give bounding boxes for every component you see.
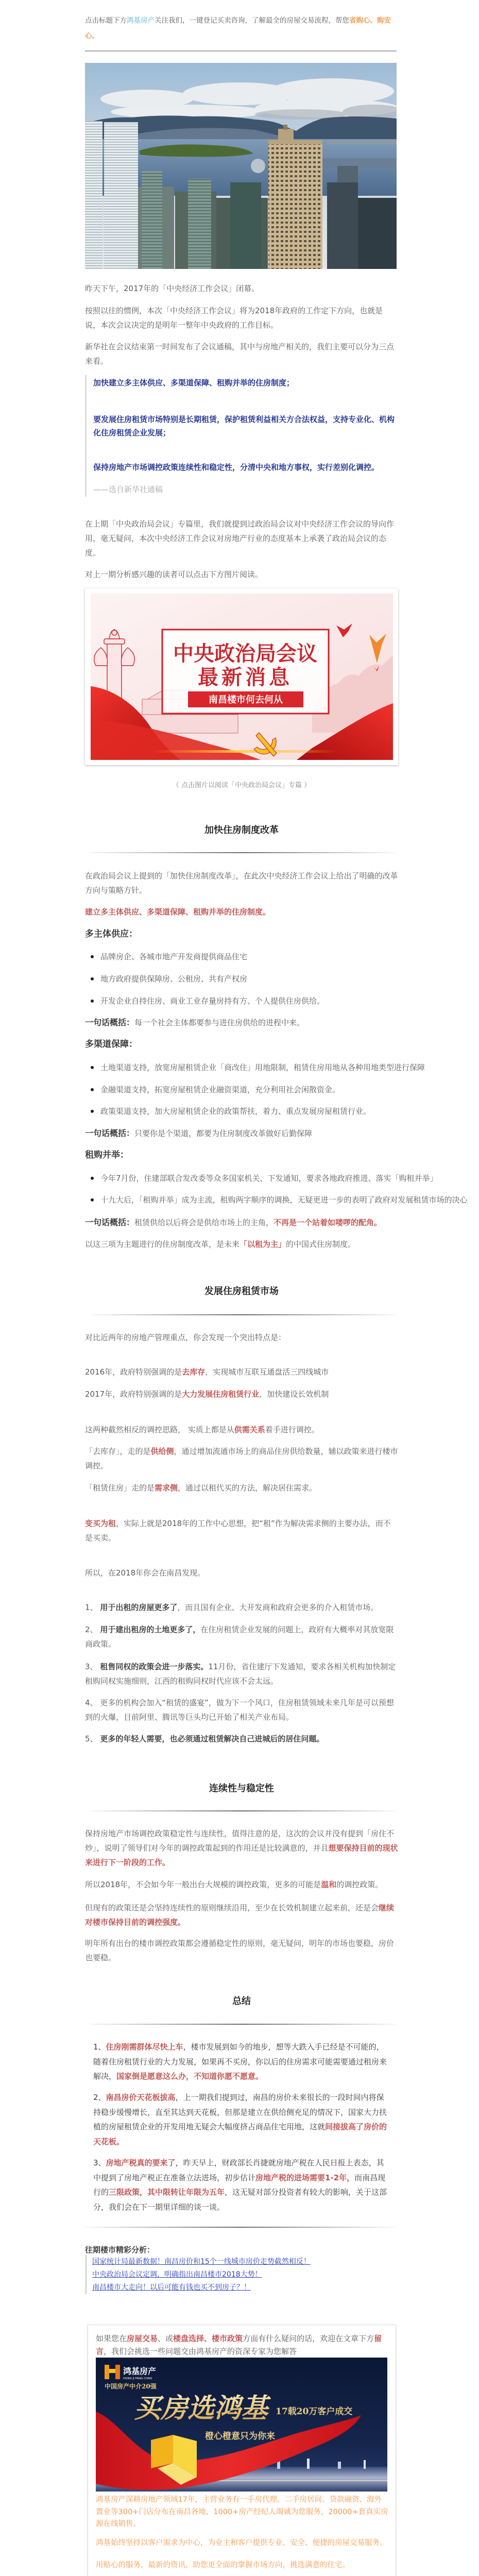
summary-item xyxy=(93,2090,388,2149)
subheading: 租购并举： xyxy=(85,1150,129,1160)
text-segment: 「去库存」，走的是 xyxy=(85,1447,151,1456)
glass-towers-left xyxy=(85,121,138,269)
promo-tagline: 橙心橙意只为你来 xyxy=(205,2431,275,2442)
section-heading: 总结 xyxy=(232,1996,251,2007)
section-paragraph xyxy=(85,1237,398,1251)
section-divider xyxy=(90,852,395,853)
emphasis-label: 一句话概括： xyxy=(85,1018,135,1027)
related-article-link[interactable]: 国家统计局最新数据！南昌房价和15个一线城市房价走势截然相反！ xyxy=(92,2258,311,2266)
numbered-outlook-item xyxy=(85,1696,398,1724)
quote-item: 加快建立多主体供应、多渠道保障、租购并举的住房制度； xyxy=(93,378,295,387)
emphasis-bold: 用于出租的房屋更多了 xyxy=(100,1603,178,1612)
text-segment: 但现有的政策还是会坚持连续性的原则继续沿用，至少在长效机制建立起来前，还是会 xyxy=(85,1903,379,1912)
promo-slogan: 买房选鸿基 xyxy=(134,2393,268,2424)
section-paragraph xyxy=(85,1516,398,1545)
company-about: 鸿基房产深耕房地产领域17年，主营业务有一手房代理、二手房居间、贷款融资、海外置业等300+门店分布在南昌各地，1000+房产经纪人竭诚为您服务，20000+套真实房源在线销售。 xyxy=(96,2496,388,2528)
article-end-divider xyxy=(85,2227,395,2228)
text-segment: 、或 xyxy=(158,2334,174,2343)
bullet-item xyxy=(89,950,247,964)
text-segment: 的中国式住房制度。 xyxy=(286,1240,356,1249)
text-segment: ，实际上就是2018年的工作中心思想，把“租”作为解决需求侧的主要办法，而不是买卖。 xyxy=(85,1519,391,1543)
promo-rank: 中国房产中介20强 xyxy=(105,2383,157,2390)
section-paragraph xyxy=(85,1901,398,1929)
numbered-outlook-item xyxy=(85,1659,398,1688)
bullet-item xyxy=(89,1104,371,1118)
text-segment: 1、 xyxy=(93,2042,106,2052)
far-shore xyxy=(327,140,397,144)
emphasis-red: 不再是一个站着如喽啰的配角。 xyxy=(273,1218,382,1227)
emphasis-red: 想要保持目前的现状来进行下一阶段的工作。 xyxy=(85,1843,398,1867)
related-articles-title: 往期楼市精彩分析： xyxy=(85,2245,155,2255)
emphasis-red: 三限政策，其中限转让年限为五年 xyxy=(109,2188,225,2197)
text-segment: ，实现城市互联互通盘活三四线城市 xyxy=(205,1367,329,1377)
bullet-item xyxy=(89,1082,340,1097)
section-paragraph xyxy=(85,1936,398,1965)
golden-glow xyxy=(152,750,338,753)
text-segment: 每一个社会主体都要参与进住房供给的进程中来。 xyxy=(134,1018,305,1027)
bullet-text: 十九大后，「租购并举」成为主流，租购两字顺序的调换，无疑更进一步的表明了政府对发展租赁市场的决心 xyxy=(100,1195,468,1205)
bullet-item xyxy=(89,1060,425,1075)
text-segment: 。 xyxy=(92,32,99,40)
emphasis-bold: 租售同权的政策会进一步落实。 xyxy=(100,1662,209,1671)
emphasis-red: 变买为租 xyxy=(85,1519,116,1528)
text-segment: ，我们会挑选一些问题交由鸿基房产的资深专家为您解答 xyxy=(104,2347,297,2356)
bullet-dot-icon xyxy=(91,1198,94,1201)
bullet-dot-icon xyxy=(91,955,94,958)
text-segment: 的调控政策。 xyxy=(336,1880,383,1889)
key-statement: 建立多主体供应、多渠道保障、租购并举的住房制度。 xyxy=(85,907,271,917)
intro-paragraph: 在上期「中央政治局会议」专篇里，我们就提到过政治局会议对中央经济工作会议的导向作用，毫无疑问，本次中央经济工作会议对房地产行业的态度基本上承袭了政治局会议的态度。 xyxy=(85,519,395,557)
text-segment: ，通过以租代买的方法，解决居住需求。 xyxy=(178,1483,317,1493)
bullet-text: 今年7月份，住建部联合发改委等众多国家机关，下发通知，要求各地政府推进、落实「购租并举」 xyxy=(100,1174,438,1183)
emphasis-red: 房屋交易 xyxy=(127,2334,158,2343)
emphasis-red: 间接拔高了房价的天花板。 xyxy=(93,2122,387,2146)
section-paragraph xyxy=(85,1422,398,1437)
bullet-text: 地方政府提供保障房、公租房、共有产权房 xyxy=(100,974,248,984)
numbered-outlook-item xyxy=(85,1622,398,1651)
banner-caption: （ 点击图片以阅读「中央政治局会议」专篇 ） xyxy=(172,782,311,789)
emphasis-orange: 省购心、购安心 xyxy=(85,16,391,40)
emphasis-red: 温和 xyxy=(321,1880,337,1889)
bullet-text: 金融渠道支持，拓宽房屋租赁企业融资渠道，充分利用社会闲散资金。 xyxy=(100,1085,340,1094)
promo-brand-pinyin: HONG JI FANG CHAN xyxy=(123,2377,152,2380)
banner-title: 中央政治局会议 xyxy=(173,642,317,666)
text-segment: 以这三项为主题进行的住房制度改革，是未来 xyxy=(85,1240,240,1249)
summary-item xyxy=(93,2156,388,2214)
text-segment: 点击标题下方 xyxy=(85,16,127,25)
emphasis-red: 供需关系 xyxy=(234,1425,265,1434)
company-about: 鸿基始终坚持以客户需求为中心，为业主和客户提供专业、安全、便捷的房屋交易服务。 xyxy=(96,2539,387,2547)
text-segment: 1、 xyxy=(85,1603,100,1612)
text-segment: ，上一期我们提到过，南昌的房价未来很长的一段时间内将保持稳步缓慢增长，直至其达到天花板，但那是建立在供给侧充足的情况下，国家大力扶植的房屋租赁企业的开发用地无疑会大幅度挤占商品住宅用地，这就 xyxy=(93,2093,387,2131)
bullet-dot-icon xyxy=(91,1088,94,1091)
bullet-text: 土地渠道支持，放宽房屋租赁企业「商改住」用地限制，租赁住房用地从各种用地类型进行保障 xyxy=(100,1063,425,1072)
text-segment: 如果您在 xyxy=(96,2334,127,2343)
text-segment: 3、 xyxy=(85,1662,100,1671)
banner-subtitle: 最新消息 xyxy=(198,666,293,689)
intro-paragraph: 昨天下午，2017年的「中央经济工作会议」闭幕。 xyxy=(85,284,260,293)
bullet-item xyxy=(89,1171,438,1185)
section-heading: 加快住房制度改革 xyxy=(204,825,279,836)
numbered-outlook-item xyxy=(85,1732,398,1746)
bullet-item xyxy=(89,994,324,1008)
text-segment: 对比近两年的房地产管理重点，你会发现一个突出特点是： xyxy=(85,1333,286,1342)
text-segment: 3、 xyxy=(93,2158,106,2167)
one-line-summary xyxy=(85,1126,398,1141)
bullet-text: 开发企业自持住房、商业工业存量房持有方、个人提供住房供给。 xyxy=(100,996,325,1006)
text-segment: 这两种截然相反的调控思路， 实质上都是从 xyxy=(85,1425,234,1434)
section-paragraph xyxy=(85,1877,398,1892)
emphasis-red: 住房刚需群体尽快上车 xyxy=(106,2042,183,2052)
header-divider xyxy=(85,50,397,52)
related-links-bar xyxy=(85,2255,87,2294)
emphasis-red: 供给侧 xyxy=(150,1447,174,1456)
text-segment: 所以2018年，不会如今年一般出台大规模的调控政策，更多的可能是 xyxy=(85,1880,321,1889)
text-segment: ，昨天早上，财政部长肖捷就房地产税在人民日报上表态，其中提到了房地产税正在准备立法进场，初步估计 xyxy=(93,2158,384,2182)
text-segment: 11月份，省住建厅下发通知，要求各相关机构加快制定租购同权实施细则，江西的租购同权时代应该不会太远。 xyxy=(85,1662,396,1686)
text-segment: ，这无疑对部分投资者有较大的影响，关于这部分，我们会在下一期里详细的谈一谈。 xyxy=(93,2188,387,2212)
emphasis-red: 房地产税的进场需要1-2年， xyxy=(255,2173,355,2182)
cover-photo xyxy=(85,63,397,269)
one-line-summary xyxy=(85,1215,398,1230)
policy-banner-image[interactable] xyxy=(91,594,393,760)
section-heading: 连续性与稳定性 xyxy=(209,1783,274,1794)
numbered-outlook-item xyxy=(85,1600,398,1615)
bullet-item xyxy=(89,1193,468,1207)
section-paragraph xyxy=(85,1365,398,1379)
section-divider xyxy=(90,1810,395,1811)
follow-prompt xyxy=(85,13,394,44)
one-line-summary xyxy=(85,1015,398,1030)
section-paragraph xyxy=(85,1387,398,1401)
related-article-link[interactable]: 中央政治局会议定调，明确指出南昌楼市2018大势！ xyxy=(92,2270,262,2279)
section-paragraph xyxy=(85,1826,398,1870)
text-segment: 5、 xyxy=(85,1734,100,1743)
text-segment: 所以，在2018年你会在南昌发现。 xyxy=(85,1568,206,1578)
section-paragraph xyxy=(85,1444,398,1473)
company-about: 用贴心的服务，最新的资讯，助您更全面的掌握市场方向，挑选满意的住宅。 xyxy=(96,2561,350,2569)
text-segment: 2、 xyxy=(93,2093,106,2102)
text-segment: ，通过增加流通市场上的商品住房供给数量，辅以政策来进行楼市调控。 xyxy=(85,1447,398,1470)
text-segment: 2016年，政府特别强调的是 xyxy=(85,1367,182,1377)
text-segment: ，楼市发展到如今的地步，想等大跌入手已经是不可能的，随着住房租赁行业的大力发展，如果再不买房，你以后的住房需求可能需要通过租房来解决， xyxy=(93,2042,387,2081)
beige-office-tower xyxy=(268,125,322,269)
emphasis-red: 国家倒是愿意这么办，不知道你愿不愿意。 xyxy=(116,2072,264,2081)
text-segment: 在住房租赁企业发展的问题上，政府有大概率对其放宽限商政策。 xyxy=(85,1625,394,1649)
section-divider xyxy=(90,1314,395,1315)
section-paragraph: 在政治局会议上提到的「加快住房制度改革」，在此次中央经济工作会议上给出了明确的改革方向与策略方针。 xyxy=(85,871,398,895)
emphasis-red: 需求侧 xyxy=(155,1483,178,1493)
text-segment: 只要你是个渠道，都要为住房制度改革做好后勤保障 xyxy=(134,1129,313,1138)
promo-stats: 17载20万客户成交 xyxy=(276,2406,353,2417)
text-segment: ，加快建设长效机制 xyxy=(259,1389,329,1399)
bullet-item xyxy=(89,972,247,986)
bullet-dot-icon xyxy=(91,1177,94,1180)
banner-badge-text: 南昌楼市何去何从 xyxy=(209,694,283,705)
text-segment: 明年所有出台的楼市调控政策都会遵循稳定性的原则，毫无疑问，明年的市场也要稳，房价也要稳。 xyxy=(85,1939,395,1962)
quote-item: 要发展住房租赁市场特别是长期租赁，保护租赁利益相关方合法权益，支持专业化、机构化住房租赁企业发展； xyxy=(93,415,395,437)
comment-invitation xyxy=(96,2332,388,2358)
bullet-dot-icon xyxy=(91,999,94,1003)
bullet-dot-icon xyxy=(91,1066,94,1069)
related-article-link[interactable]: 南昌楼市大走向！以后可能有钱也买不到房子？！ xyxy=(92,2283,251,2292)
summary-item xyxy=(93,2040,388,2084)
intro-paragraph: 对上一期分析感兴趣的读者可以点击下方图片阅读。 xyxy=(85,570,263,579)
section-paragraph xyxy=(85,1481,398,1495)
section-heading: 发展住房租赁市场 xyxy=(204,1286,279,1297)
emphasis-red: 大力发展住房租赁行业 xyxy=(182,1389,260,1399)
text-segment: 2017年，政府特别强调的是 xyxy=(85,1389,182,1399)
bullet-dot-icon xyxy=(91,977,94,980)
quote-item: 保持房地产市场调控政策连续性和稳定性，分清中央和地方事权，实行差别化调控。 xyxy=(93,463,380,472)
promo-brand-name: 鸿基房产 xyxy=(123,2366,157,2376)
emphasis-bold: 用于建出租房的土地更多了， xyxy=(100,1625,201,1634)
section-divider xyxy=(90,2024,395,2025)
policy-banner-card[interactable] xyxy=(85,588,398,765)
emphasis-red: 去库存 xyxy=(182,1367,206,1377)
text-segment: 保持房地产市场调控政策稳定性与连续性，值得注意的是，这次的会议并没有提到「房住不炒」，说明了领导们对今年的调控政策起到的作用还是比较满意的，并且 xyxy=(85,1829,395,1853)
bullet-dot-icon xyxy=(91,1110,94,1113)
text-segment: 着手进行调控。 xyxy=(265,1425,319,1434)
intro-paragraph: 新华社在会议结束第一时间发布了会议通稿，其中与房地产相关的，我们主要可以分为三点来看。 xyxy=(85,342,395,366)
emphasis-red: 楼盘选择、楼市政策 xyxy=(173,2334,243,2343)
emphasis-red: 留言 xyxy=(96,2334,382,2356)
quote-source: ——选自新华社通稿 xyxy=(93,485,163,494)
blockquote-bar xyxy=(85,375,87,497)
text-segment: 方面有什么疑问的话，欢迎在文章下方 xyxy=(243,2334,374,2343)
promo-image xyxy=(96,2358,387,2492)
emphasis-red: 继续对楼市保持目前的调控强度。 xyxy=(85,1903,395,1927)
section-paragraph xyxy=(85,1566,398,1580)
text-segment: 「租赁住房」走的是 xyxy=(85,1483,155,1493)
text-segment: 关注我们，一键登记买卖咨询，了解最全的房屋交易流程，帮您 xyxy=(155,16,349,25)
text-segment: 2、 xyxy=(85,1625,100,1634)
text-segment: 租赁供给以后将会是供给市场上的主角， xyxy=(134,1218,274,1227)
text-segment: ，而且国有企业、大开发商和政府会更多的介入租赁市场。 xyxy=(177,1603,379,1612)
emphasis-brand: 鸿基房产 xyxy=(127,16,155,25)
emphasis-label: 一句话概括： xyxy=(85,1128,135,1138)
emphasis-bold: 更多的年轻人需要，也必须通过租赁解决自己进城后的居住问题。 xyxy=(100,1734,324,1743)
section-paragraph xyxy=(85,1330,398,1345)
emphasis-label: 一句话概括： xyxy=(85,1217,135,1227)
subheading: 多主体供应： xyxy=(85,929,138,939)
bullet-text: 政策渠道支持，加大房屋租赁企业的政策帮扶，着力、重点发展房屋租赁行业。 xyxy=(100,1107,371,1116)
emphasis-red: 房地产税真的要来了 xyxy=(106,2158,176,2167)
emphasis-red: 「以租为主」 xyxy=(239,1240,286,1249)
text-segment: 而南昌现行的 xyxy=(93,2173,386,2197)
emphasis-red: 南昌房价天花板拔高 xyxy=(106,2093,176,2102)
text-segment: 4、 更多的机构会加入“租赁的盛宴”，做为下一个风口，住房租赁领域未来几年是可以预想到的火爆，目前阿里、腾讯等巨头均已开始了相关产业布局。 xyxy=(85,1698,394,1722)
intro-paragraph: 按照以往的惯例，本次「中央经济工作会议」将为2018年政府的工作定下方向，也就是说，本次会议决定的是明年一整年中央政府的工作目标。 xyxy=(85,306,383,330)
subheading: 多渠道保障： xyxy=(85,1039,138,1049)
bullet-text: 品牌房企、各城市地产开发商提供商品住宅 xyxy=(100,952,248,961)
